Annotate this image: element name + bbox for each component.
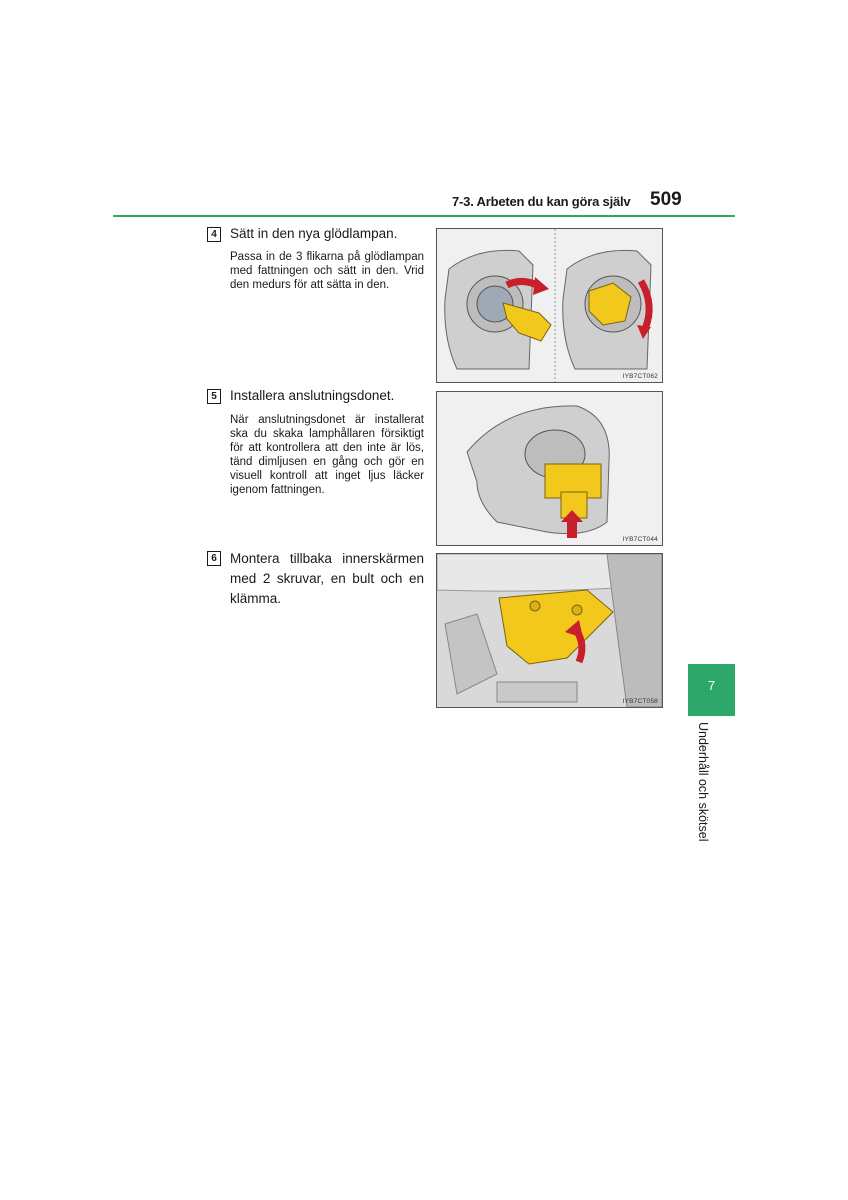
step-number-5: 5 — [207, 389, 221, 404]
page-number: 509 — [650, 189, 682, 210]
section-title: 7-3. Arbeten du kan göra själv — [452, 194, 631, 209]
header-rule — [113, 215, 735, 217]
step-title-5: Installera anslutningsdonet. — [230, 388, 395, 403]
figure-code: IYB7CT062 — [622, 373, 658, 380]
figure-shield-reinstall — [436, 553, 663, 708]
figure-bulb-insert — [436, 228, 663, 383]
figure-code: IYB7CT058 — [622, 698, 658, 705]
step-number-6: 6 — [207, 551, 221, 566]
step-number-4: 4 — [207, 227, 221, 242]
chapter-label: Underhåll och skötsel — [696, 722, 710, 842]
step-title-6: Montera tillbaka innerskärmen med 2 skruvar, en bult och en klämma. — [230, 551, 424, 606]
connector-install-illustration — [437, 392, 662, 545]
chapter-tab: 7 — [688, 664, 735, 716]
figure-connector-install — [436, 391, 663, 546]
figure-code: IYB7CT044 — [622, 536, 658, 543]
bulb-insert-illustration — [437, 229, 662, 382]
step-body-5: När anslutningsdonet är installerat ska du skaka lamphållaren försiktigt för att kontrollera att den inte är lös, tänd dimljusen en gång och gör en visuell kontroll att inget ljus läcker igenom fattningen. — [230, 414, 424, 496]
shield-reinstall-illustration — [437, 554, 662, 707]
step-body-4: Passa in de 3 flikarna på glödlampan med fattningen och sätt in den. Vrid den medurs för att sätta in den. — [230, 251, 424, 291]
step-title-4: Sätt in den nya glödlampan. — [230, 226, 398, 241]
